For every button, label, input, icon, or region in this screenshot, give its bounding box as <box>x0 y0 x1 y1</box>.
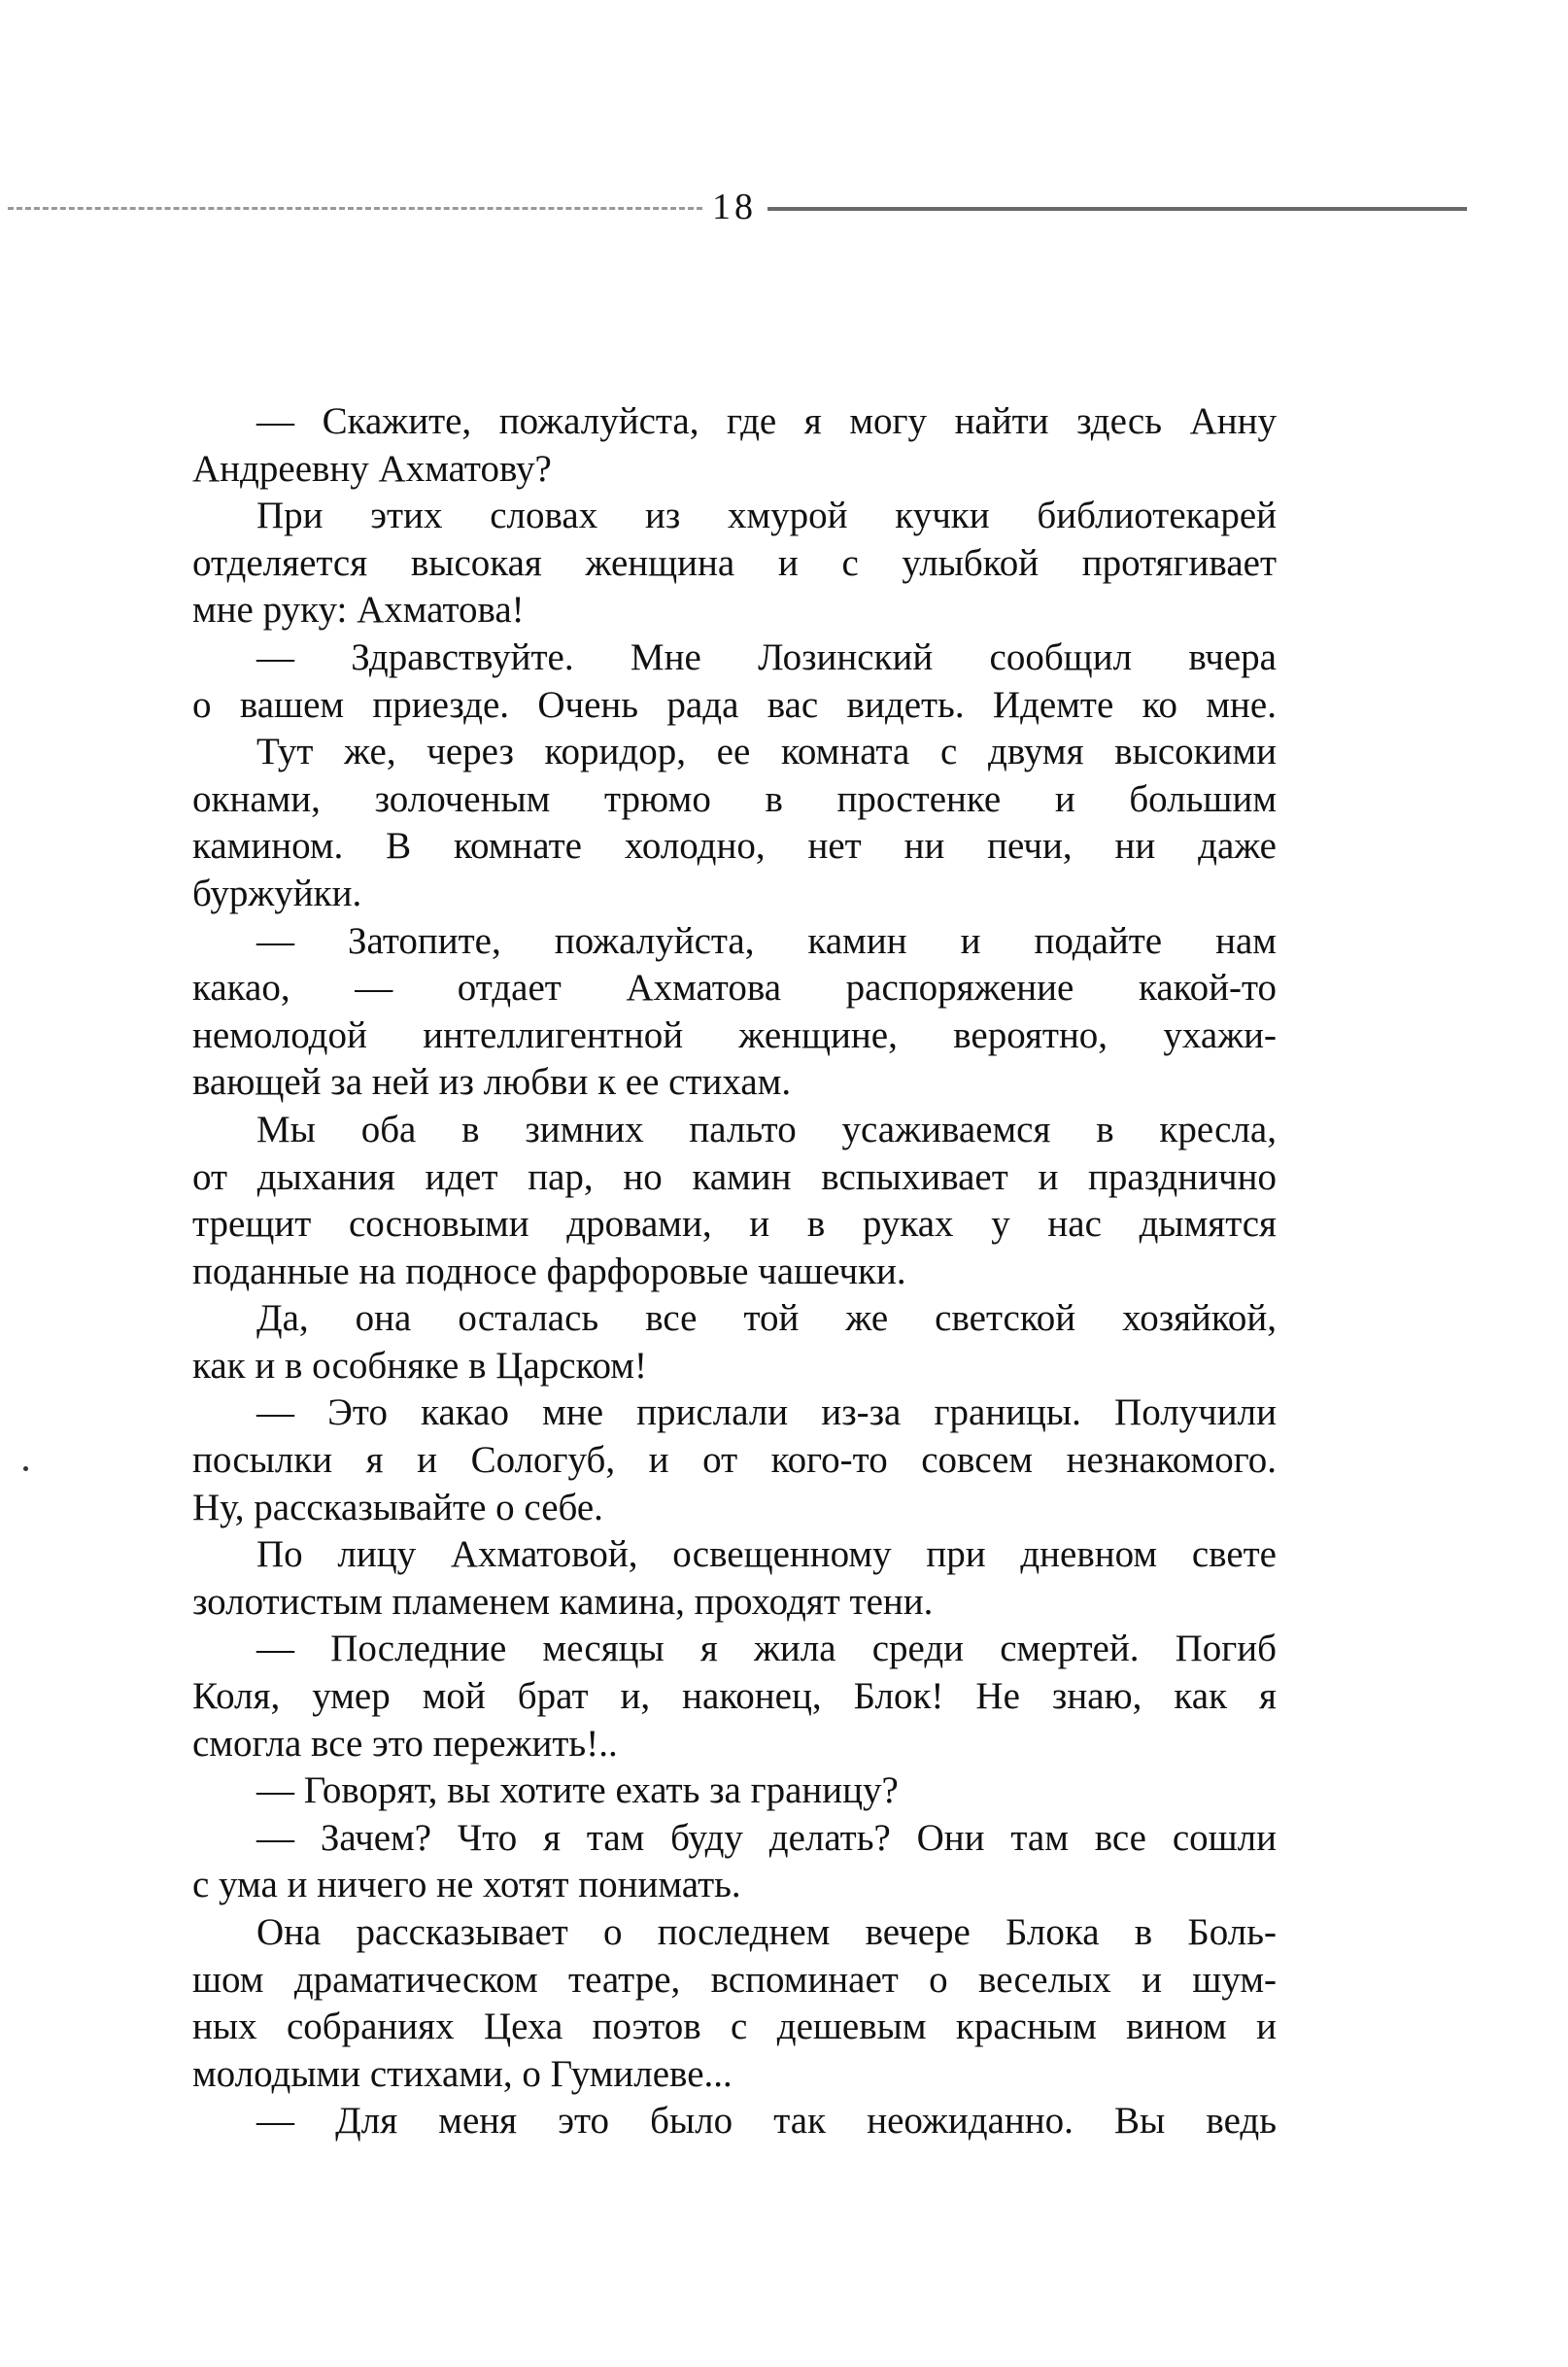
scan-speck <box>23 1466 28 1471</box>
text-line: Тут же, через коридор, ее комната с двумя высокими <box>256 731 1277 773</box>
text-line: Коля, умер мой брат и, наконец, Блок! Не знаю, как я <box>192 1675 1277 1718</box>
text-line: Она рассказывает о последнем вечере Блока в Боль- <box>256 1911 1277 1953</box>
text-line: от дыхания идет пар, но камин вспыхивает и празднично <box>192 1155 1277 1198</box>
text-line: При этих словах из хмурой кучки библиотекарей <box>256 495 1277 537</box>
text-line: о вашем приезде. Очень рада вас видеть. Идемте ко мне. <box>192 683 1277 726</box>
text-line: — Это какао мне прислали из-за границы. Получили <box>256 1391 1277 1434</box>
text-line: Ну, рассказывайте о себе. <box>192 1486 603 1528</box>
text-line: вающей за ней из любви к ее стихам. <box>192 1061 792 1104</box>
text-line: золотистым пламенем камина, проходят тени. <box>192 1580 934 1623</box>
text-line: смогла все это пережить!.. <box>192 1722 618 1765</box>
text-line: немолодой интеллигентной женщине, вероятно, ухажи- <box>192 1013 1277 1056</box>
text-line: посылки я и Сологуб, и от кого-то совсем незнакомого. <box>192 1439 1277 1482</box>
text-line: буржуйки. <box>192 872 362 914</box>
text-line: — Для меня это было так неожиданно. Вы ведь <box>256 2100 1277 2143</box>
text-line: — Здравствуйте. Мне Лозинский сообщил вчера <box>256 635 1277 678</box>
text-line: Андреевну Ахматову? <box>192 447 552 490</box>
text-line: трещит сосновыми дровами, и в руках у нас дымятся <box>192 1203 1277 1246</box>
text-line: По лицу Ахматовой, освещенному при дневном свете <box>256 1533 1277 1576</box>
text-line: — Затопите, пожалуйста, камин и подайте нам <box>256 919 1277 962</box>
header-rule-left <box>8 207 702 210</box>
text-line: как и в особняке в Царском! <box>192 1344 647 1387</box>
text-line: Да, она осталась все той же светской хозяйкой, <box>256 1297 1277 1340</box>
page-number: 18 <box>712 187 757 227</box>
text-line: молодыми стихами, о Гумилеве... <box>192 2052 733 2095</box>
text-line: мне руку: Ахматова! <box>192 589 525 632</box>
text-line: Мы оба в зимних пальто усаживаемся в кресла, <box>256 1108 1277 1150</box>
header-rule-right <box>767 207 1467 211</box>
text-line: камином. В комнате холодно, нет ни печи, ни даже <box>192 825 1277 868</box>
text-line: ных собраниях Цеха поэтов с дешевым красным вином и <box>192 2006 1277 2048</box>
text-line: какао, — отдает Ахматова распоряжение какой-то <box>192 967 1277 1010</box>
text-line: отделяется высокая женщина и с улыбкой протягивает <box>192 541 1277 584</box>
text-line: — Зачем? Что я там буду делать? Они там все сошли <box>256 1816 1277 1859</box>
text-line: — Последние месяцы я жила среди смертей. Погиб <box>256 1628 1277 1670</box>
text-line: окнами, золоченым трюмо в простенке и большим <box>192 777 1277 820</box>
body-text <box>192 398 1277 2145</box>
text-line: шом драматическом театре, вспоминает о веселых и шум- <box>192 1958 1277 2001</box>
text-line: с ума и ничего не хотят понимать. <box>192 1864 741 1906</box>
text-line: — Говорят, вы хотите ехать за границу? <box>256 1769 899 1812</box>
text-line: поданные на подносе фарфоровые чашечки. <box>192 1250 906 1292</box>
text-line: — Скажите, пожалуйста, где я могу найти здесь Анну <box>256 400 1277 442</box>
